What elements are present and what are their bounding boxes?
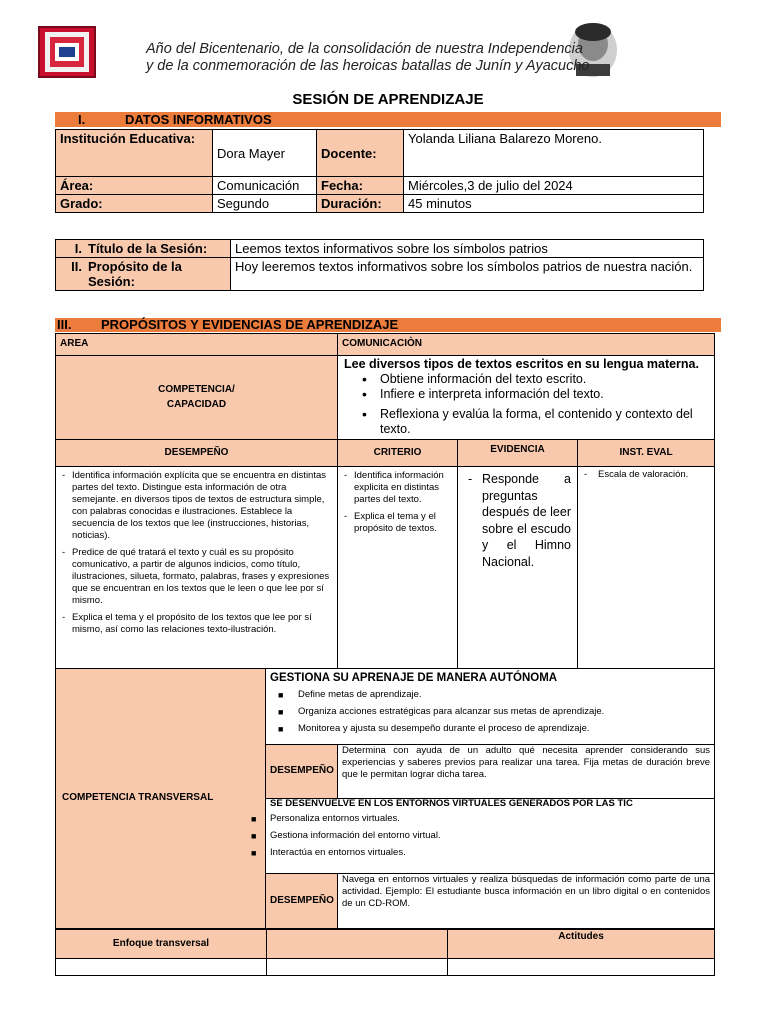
desempeno-header: DESEMPEÑO <box>56 440 338 467</box>
section-header-propositos: III. PROPÓSITOS Y EVIDENCIAS DE APRENDIZAJE <box>55 318 721 332</box>
list-item: - Identifica información explicita en distintas partes del texto. <box>342 470 453 506</box>
enfoque-table <box>55 929 715 976</box>
header-line-1: Año del Bicentenario, de la consolidación de nuestra Independencia <box>146 41 583 57</box>
square-bullet-icon: ■ <box>251 848 257 858</box>
duracion-label: Duración: <box>317 195 404 213</box>
desempenos-cell <box>56 467 338 669</box>
criterios-cell <box>338 467 458 669</box>
instrumento-cell <box>578 467 715 669</box>
list-item: • Reflexiona y evalúa la forma, el contenido y contexto del texto. <box>344 407 708 437</box>
institucion-label: Institución Educativa: <box>56 130 213 177</box>
tic-desempeno: Navega en entornos virtuales y realiza búsquedas de información como parte de una actividad. Ejemplo: El estudiante busca información en un libro digital o en contenidos de un CD-ROM. <box>338 874 715 929</box>
capacidades-list <box>344 372 708 437</box>
grado-label: Grado: <box>56 195 213 213</box>
fecha-value: Miércoles,3 de julio del 2024 <box>404 177 704 195</box>
list-item: ■ Monitorea y ajusta su desempeño durante el proceso de aprendizaje. <box>270 723 710 735</box>
grado-value: Segundo <box>213 195 317 213</box>
area-label: Área: <box>56 177 213 195</box>
list-item: ■ Define metas de aprendizaje. <box>270 689 710 701</box>
list-item: - Explica el tema y el propósito de los textos que lee por sí mismo, así como las relaciones texto-ilustración. <box>60 612 333 636</box>
tic-list <box>251 813 710 859</box>
competencia-transversal-header: COMPETENCIA TRANSVERSAL <box>56 669 266 929</box>
list-item: ■ Gestiona información del entorno virtual. <box>251 830 441 841</box>
desempeno3-header: DESEMPEÑO <box>266 874 338 929</box>
header-line-2: y de la conmemoración de las heroicas batallas de Junín y Ayacucho <box>146 58 590 74</box>
evidencia-header: EVIDENCIA <box>458 440 578 467</box>
competencia-cell <box>338 356 715 440</box>
evidencia-cell <box>458 467 578 669</box>
proposito-value: Hoy leeremos textos informativos sobre los símbolos patrios de nuestra nación. <box>231 258 704 291</box>
tic-cell <box>251 798 715 874</box>
list-item: - Predice de qué tratará el texto y cuál es su propósito comunicativo, a partir de algunos indicios, como título, ilustraciones, silueta, formato, palabras, frases y expresiones que se encuentran en los textos que le leen o que lee por sí mismo. <box>60 547 333 607</box>
proposito-label: II. Propósito de la Sesión: <box>56 258 231 291</box>
list-item: - Identifica información explícita que se encuentra en distintas partes del texto. Distingue esta información de otra semejante. en diversos tipos de textos de estructura simple, con palabras conocidas e ilustraciones. Establece la secuencia de los textos que lee (instrucciones, historias, noticias). <box>60 470 333 542</box>
institucion-value: Dora Mayer <box>213 130 317 177</box>
area-value: Comunicación <box>213 177 317 195</box>
docente-label: Docente: <box>317 130 404 177</box>
competencia-title: Lee diversos tipos de textos escritos en su lengua materna. <box>344 357 699 371</box>
actitudes-header: Actitudes <box>448 930 715 959</box>
session-table <box>55 239 704 291</box>
list-item: ■ Organiza acciones estratégicas para alcanzar sus metas de aprendizaje. <box>270 706 710 718</box>
desempeno2-header: DESEMPEÑO <box>266 745 338 799</box>
enfoque-empty <box>267 930 448 959</box>
list-item: - Escala de valoración. <box>582 469 710 481</box>
list-item: - Explica el tema y el propósito de textos. <box>342 511 453 535</box>
criterio-header: CRITERIO <box>338 440 458 467</box>
docente-value: Yolanda Liliana Balarezo Moreno. <box>404 130 704 177</box>
section-header-datos: I. DATOS INFORMATIVOS <box>55 112 721 127</box>
list-item: ■ Interactúa en entornos virtuales. <box>251 847 406 858</box>
inst-eval-header: INST. EVAL <box>578 440 715 467</box>
table-cell <box>448 959 715 976</box>
page-title: SESIÓN DE APRENDIZAJE <box>292 91 484 108</box>
gestiona-title: GESTIONA SU APRENAJE DE MANERA AUTÓNOMA <box>270 672 558 684</box>
area-header: AREA <box>56 334 338 356</box>
area-value-cell: COMUNICACIÒN <box>338 334 715 356</box>
enfoque-header: Enfoque transversal <box>56 930 267 959</box>
square-bullet-icon: ■ <box>251 831 257 841</box>
list-item: • Obtiene información del texto escrito. <box>344 372 708 387</box>
propositos-table <box>55 333 715 929</box>
gestiona-cell <box>266 669 715 745</box>
titulo-label: I. Título de la Sesión: <box>56 240 231 258</box>
tic-title: SE DESENVUELVE EN LOS ENTORNOS VIRTUALES GENERADOS POR LAS TIC <box>270 798 633 809</box>
table-cell <box>267 959 448 976</box>
fecha-label: Fecha: <box>317 177 404 195</box>
datos-table <box>55 129 704 213</box>
titulo-value: Leemos textos informativos sobre los símbolos patrios <box>231 240 704 258</box>
table-cell <box>56 959 267 976</box>
list-item: • Infiere e interpreta información del texto. <box>344 387 708 402</box>
gestiona-desempeno: Determina con ayuda de un adulto qué necesita aprender considerando sus experiencias y saberes previos para realizar una tarea. Fija metas de duración breve que le permitan lograr dicha tarea. <box>338 745 715 799</box>
competencia-header: COMPETENCIA/ CAPACIDAD <box>56 356 338 440</box>
square-bullet-icon: ■ <box>251 814 257 824</box>
school-crest-logo <box>38 26 96 78</box>
duracion-value: 45 minutos <box>404 195 704 213</box>
list-item: ■ Personaliza entornos virtuales. <box>251 813 400 824</box>
list-item: - Responde a preguntas después de leer sobre el escudo y el Himno Nacional. <box>466 471 571 570</box>
